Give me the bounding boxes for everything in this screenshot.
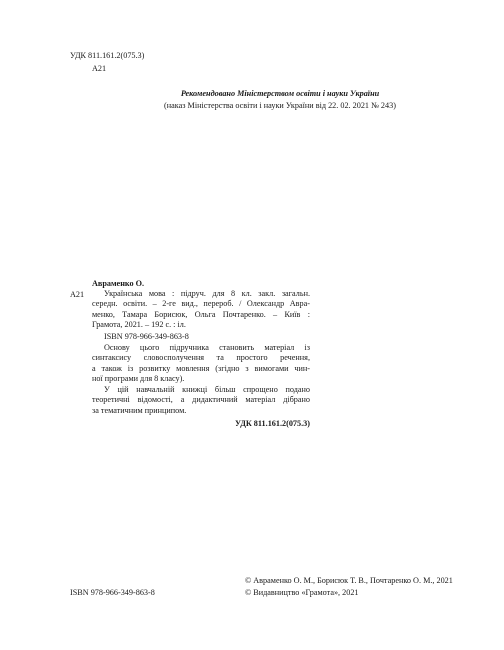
catalog-description <box>92 289 310 331</box>
catalog-description-line: Грамота, 2021. – 192 с. : іл. <box>92 320 186 330</box>
catalog-index: А21 <box>70 290 85 299</box>
copyright-publisher: © Видавництво «Грамота», 2021 <box>245 588 359 597</box>
abstract-line: синтаксису словосполучення та простого речення, <box>92 353 310 363</box>
catalog-description-line: середн. освіти. – 2-ге вид., перероб. / Олександр Авра- <box>92 299 310 309</box>
abstract-line: У цій навчальній книжці більш спрощено подано <box>104 385 310 394</box>
abstract-line: за тематичним принципом. <box>92 405 187 415</box>
footer-isbn: ISBN 978-966-349-863-8 <box>70 588 155 597</box>
catalog-description-line: менко, Тамара Борисюк, Ольга Почтаренко. – Київ : <box>92 309 310 319</box>
catalog-description-line: Українська мова : підруч. для 8 кл. закл. загальн. <box>104 289 310 298</box>
udk-header: УДК 811.161.2(075.3) <box>70 51 145 60</box>
catalog-udk-bottom: УДК 811.161.2(075.3) <box>235 419 310 428</box>
recommendation-line-2: (наказ Міністерства освіти і науки України від 22. 02. 2021 № 243) <box>164 101 396 110</box>
abstract-line: ної програми для 8 класу). <box>92 374 185 384</box>
catalog-index-header: А21 <box>92 64 107 73</box>
catalog-isbn: ISBN 978-966-349-863-8 <box>104 332 189 341</box>
abstract-line: Основу цього підручника становить матеріал із <box>104 343 310 352</box>
catalog-abstract-2 <box>92 385 310 416</box>
catalog-author: Авраменко О. <box>92 279 145 288</box>
copyright-authors: © Авраменко О. М., Борисюк Т. В., Почтаренко О. М., 2021 <box>245 576 453 585</box>
abstract-line: а також із розвитку мовлення (згідно з вимогами чин- <box>92 363 310 373</box>
catalog-abstract-1 <box>92 343 310 385</box>
abstract-line: теоретичні відомості, а дидактичний матеріал дібрано <box>92 395 310 405</box>
recommendation-line-1: Рекомендовано Міністерством освіти і науки України <box>180 89 380 98</box>
